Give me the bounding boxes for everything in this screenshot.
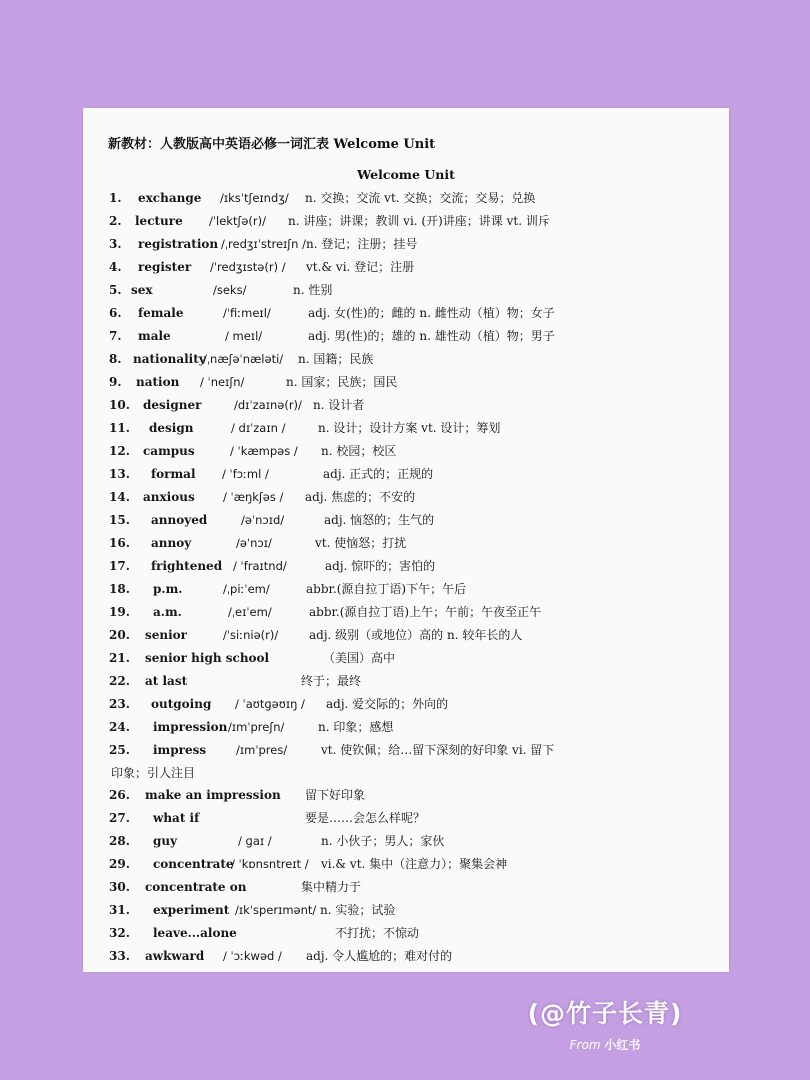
entry-definition: adj. 男(性)的；雄的 n. 雄性动（植）物；男子 [308, 329, 555, 343]
watermark-source-app: 小红书 [604, 1038, 641, 1052]
entry-definition: adj. 女(性)的；雌的 n. 雌性动（植）物；女子 [308, 306, 555, 320]
entry-word: registration [138, 237, 219, 251]
entry-word: campus [143, 444, 195, 458]
vocab-entry [83, 899, 729, 921]
entry-number: 3. [109, 237, 122, 251]
entry-word: outgoing [151, 697, 212, 711]
entry-number: 24. [109, 720, 130, 734]
entry-number: 12. [109, 444, 130, 458]
vocab-entry [83, 233, 729, 255]
entry-word: nation [136, 375, 180, 389]
entry-number: 17. [109, 559, 130, 573]
entry-word: what if [153, 811, 200, 825]
entry-phonetic: / dɪˈzaɪn / [231, 421, 286, 435]
vocab-entry [83, 739, 729, 761]
entry-definition: n. 设计；设计方案 vt. 设计；筹划 [318, 421, 501, 435]
entry-word: nationality [133, 352, 206, 366]
entry-number: 33. [109, 949, 130, 963]
entry-definition: n. 性别 [293, 283, 333, 297]
entry-number: 30. [109, 880, 130, 894]
watermark-handle: (@竹子长青) [527, 999, 683, 1028]
vocab-entry [83, 945, 729, 967]
entry-number: 23. [109, 697, 130, 711]
entry-word: sex [131, 283, 153, 297]
vocab-entry [83, 876, 729, 898]
entry-phonetic: / ˈæŋkʃəs / [223, 490, 284, 504]
vocab-entry [83, 325, 729, 347]
entry-number: 20. [109, 628, 130, 642]
vocab-entry [83, 302, 729, 324]
entry-word: anxious [143, 490, 195, 504]
vocab-entry [83, 486, 729, 508]
entry-number: 15. [109, 513, 130, 527]
entry-phonetic: / ˈkɒnsntreɪt / [231, 857, 309, 871]
entry-definition: n. 登记；注册；挂号 [306, 237, 418, 251]
entry-number: 13. [109, 467, 130, 481]
entry-phonetic: / ˈaʊtɡəʊɪŋ / [235, 697, 305, 711]
vocab-entry [83, 187, 729, 209]
entry-definition: adj. 正式的；正规的 [323, 467, 434, 481]
entry-number: 4. [109, 260, 122, 274]
entry-definition: adj. 惊吓的；害怕的 [325, 559, 436, 573]
entry-number: 8. [109, 352, 122, 366]
entry-phonetic: / ˈneɪʃn/ [200, 375, 245, 389]
entry-word: designer [143, 398, 202, 412]
vocabulary-list [83, 108, 729, 972]
entry-word: formal [151, 467, 196, 481]
entry-definition: n. 校园；校区 [321, 444, 397, 458]
entry-number: 5. [109, 283, 122, 297]
watermark [520, 994, 690, 1053]
entry-phonetic: /əˈnɔɪd/ [241, 513, 285, 527]
entry-word: register [138, 260, 192, 274]
vocab-entry [83, 279, 729, 301]
vocab-entry [83, 532, 729, 554]
entry-phonetic: / ˈɔːkwəd / [223, 949, 282, 963]
entry-number: 21. [109, 651, 130, 665]
entry-phonetic: /ˌnæʃəˈnæləti/ [203, 352, 284, 366]
entry-phonetic: /ˌeɪˈem/ [228, 605, 272, 619]
entry-number: 11. [109, 421, 130, 435]
entry-definition: n. 讲座；讲课；教训 vi. (开)讲座；讲课 vt. 训斥 [288, 214, 550, 228]
vocab-entry [83, 256, 729, 278]
entry-phonetic: / ˈfraɪtnd/ [233, 559, 287, 573]
vocab-entry [83, 463, 729, 485]
entry-definition: n. 设计者 [313, 398, 365, 412]
entry-number: 9. [109, 375, 122, 389]
entry-definition: vt.& vi. 登记；注册 [306, 260, 415, 274]
entry-word: design [149, 421, 194, 435]
entry-word: male [138, 329, 171, 343]
vocab-entry [83, 807, 729, 829]
entry-number: 28. [109, 834, 130, 848]
entry-number: 14. [109, 490, 130, 504]
entry-definition: abbr.(源自拉丁语)下午；午后 [306, 582, 467, 596]
watermark-source-prefix: From [569, 1038, 601, 1052]
entry-number: 1. [109, 191, 122, 205]
entry-definition: vi.& vt. 集中（注意力）；聚集会神 [321, 857, 508, 871]
entry-number: 10. [109, 398, 130, 412]
document-header: 新教材：人教版高中英语必修一词汇表 Welcome Unit [108, 137, 436, 152]
entry-definition: vt. 使恼怒；打扰 [315, 536, 407, 550]
entry-word: impress [153, 743, 207, 757]
entry-word: leave...alone [153, 926, 237, 940]
vocab-entry [83, 578, 729, 600]
entry-phonetic: /əˈnɔɪ/ [236, 536, 272, 550]
vocab-entry [83, 440, 729, 462]
entry-definition: n. 国籍；民族 [298, 352, 374, 366]
entry-phonetic: /ˌpiːˈem/ [223, 582, 270, 596]
entry-definition: 不打扰；不惊动 [335, 926, 420, 940]
entry-phonetic: /ˈsiːniə(r)/ [223, 628, 279, 642]
vocab-entry [83, 509, 729, 531]
entry-word: experiment [153, 903, 230, 917]
entry-phonetic: /ˈredʒɪstə(r) / [210, 260, 286, 274]
entry-number: 27. [109, 811, 130, 825]
entry-definition: n. 实验；试验 [320, 903, 396, 917]
entry-definition: adj. 爱交际的；外向的 [326, 697, 449, 711]
entry-definition-continuation: 印象；引人注目 [111, 766, 196, 780]
entry-word: female [138, 306, 184, 320]
entry-definition: 留下好印象 [305, 788, 366, 802]
entry-phonetic: / ˈkæmpəs / [230, 444, 298, 458]
vocab-entry-continuation [83, 762, 729, 784]
entry-phonetic: /ˌredʒɪˈstreɪʃn / [221, 237, 306, 251]
vocab-entry [83, 830, 729, 852]
entry-word: a.m. [153, 605, 182, 619]
entry-word: senior [145, 628, 187, 642]
entry-number: 7. [109, 329, 122, 343]
entry-word: senior high school [145, 651, 270, 665]
vocab-entry [83, 693, 729, 715]
entry-number: 2. [109, 214, 122, 228]
entry-number: 25. [109, 743, 130, 757]
vocab-entry [83, 371, 729, 393]
entry-word: impression [153, 720, 228, 734]
watermark-source [520, 1036, 690, 1053]
entry-definition: adj. 恼怒的；生气的 [324, 513, 435, 527]
entry-definition: vt. 使钦佩；给…留下深刻的好印象 vi. 留下 [321, 743, 555, 757]
entry-word: frightened [151, 559, 223, 573]
entry-word: annoy [151, 536, 192, 550]
vocab-entry [83, 417, 729, 439]
vocab-entry [83, 922, 729, 944]
entry-phonetic: / ˈfɔːml / [222, 467, 269, 481]
entry-definition: adj. 级别（或地位）高的 n. 较年长的人 [309, 628, 523, 642]
entry-definition: 要是……会怎么样呢？ [305, 811, 426, 825]
vocab-entry [83, 647, 729, 669]
vocab-entry [83, 716, 729, 738]
entry-phonetic: /seks/ [213, 283, 247, 297]
entry-word: annoyed [151, 513, 208, 527]
vocab-entry [83, 624, 729, 646]
entry-word: at last [145, 674, 188, 688]
vocab-entry [83, 670, 729, 692]
unit-title: Welcome Unit [357, 167, 455, 182]
entry-word: lecture [135, 214, 183, 228]
entry-definition: （美国）高中 [323, 651, 396, 665]
entry-word: p.m. [153, 582, 183, 596]
entry-number: 29. [109, 857, 130, 871]
entry-word: make an impression [145, 788, 281, 802]
entry-phonetic: / ɡaɪ / [238, 834, 272, 848]
entry-word: exchange [138, 191, 202, 205]
entry-definition: n. 印象；感想 [318, 720, 394, 734]
entry-number: 6. [109, 306, 122, 320]
entry-definition: adj. 焦虑的；不安的 [305, 490, 416, 504]
entry-definition: n. 小伙子；男人；家伙 [321, 834, 445, 848]
vocab-entry [83, 555, 729, 577]
entry-number: 16. [109, 536, 130, 550]
entry-phonetic: /dɪˈzaɪnə(r)/ [234, 398, 302, 412]
vocab-entry [83, 348, 729, 370]
entry-phonetic: /ɪkˈsperɪmənt/ [235, 903, 317, 917]
entry-phonetic: /ˈfiːmeɪl/ [223, 306, 271, 320]
entry-phonetic: /ɪmˈpreʃn/ [228, 720, 285, 734]
entry-phonetic: /ɪmˈpres/ [236, 743, 288, 757]
entry-word: concentrate [153, 857, 234, 871]
entry-phonetic: / meɪl/ [225, 329, 263, 343]
entry-definition: adj. 令人尴尬的；难对付的 [306, 949, 453, 963]
entry-definition: abbr.(源自拉丁语)上午；午前；午夜至正午 [309, 605, 542, 619]
entry-definition: 终于；最终 [301, 674, 362, 688]
entry-phonetic: /ɪksˈtʃeɪndʒ/ [220, 191, 289, 205]
entry-number: 32. [109, 926, 130, 940]
vocabulary-sheet [83, 108, 729, 972]
entry-number: 22. [109, 674, 130, 688]
vocab-entry [83, 784, 729, 806]
entry-number: 26. [109, 788, 130, 802]
entry-number: 18. [109, 582, 130, 596]
vocab-entry [83, 394, 729, 416]
entry-number: 31. [109, 903, 130, 917]
vocab-entry [83, 853, 729, 875]
entry-phonetic: /ˈlektʃə(r)/ [209, 214, 266, 228]
entry-word: awkward [145, 949, 205, 963]
entry-word: concentrate on [145, 880, 247, 894]
vocab-entry [83, 210, 729, 232]
entry-definition: n. 国家；民族；国民 [286, 375, 398, 389]
entry-number: 19. [109, 605, 130, 619]
vocab-entry [83, 601, 729, 623]
entry-word: guy [153, 834, 178, 848]
entry-definition: 集中精力于 [301, 880, 362, 894]
entry-definition: n. 交换；交流 vt. 交换；交流；交易；兑换 [305, 191, 536, 205]
